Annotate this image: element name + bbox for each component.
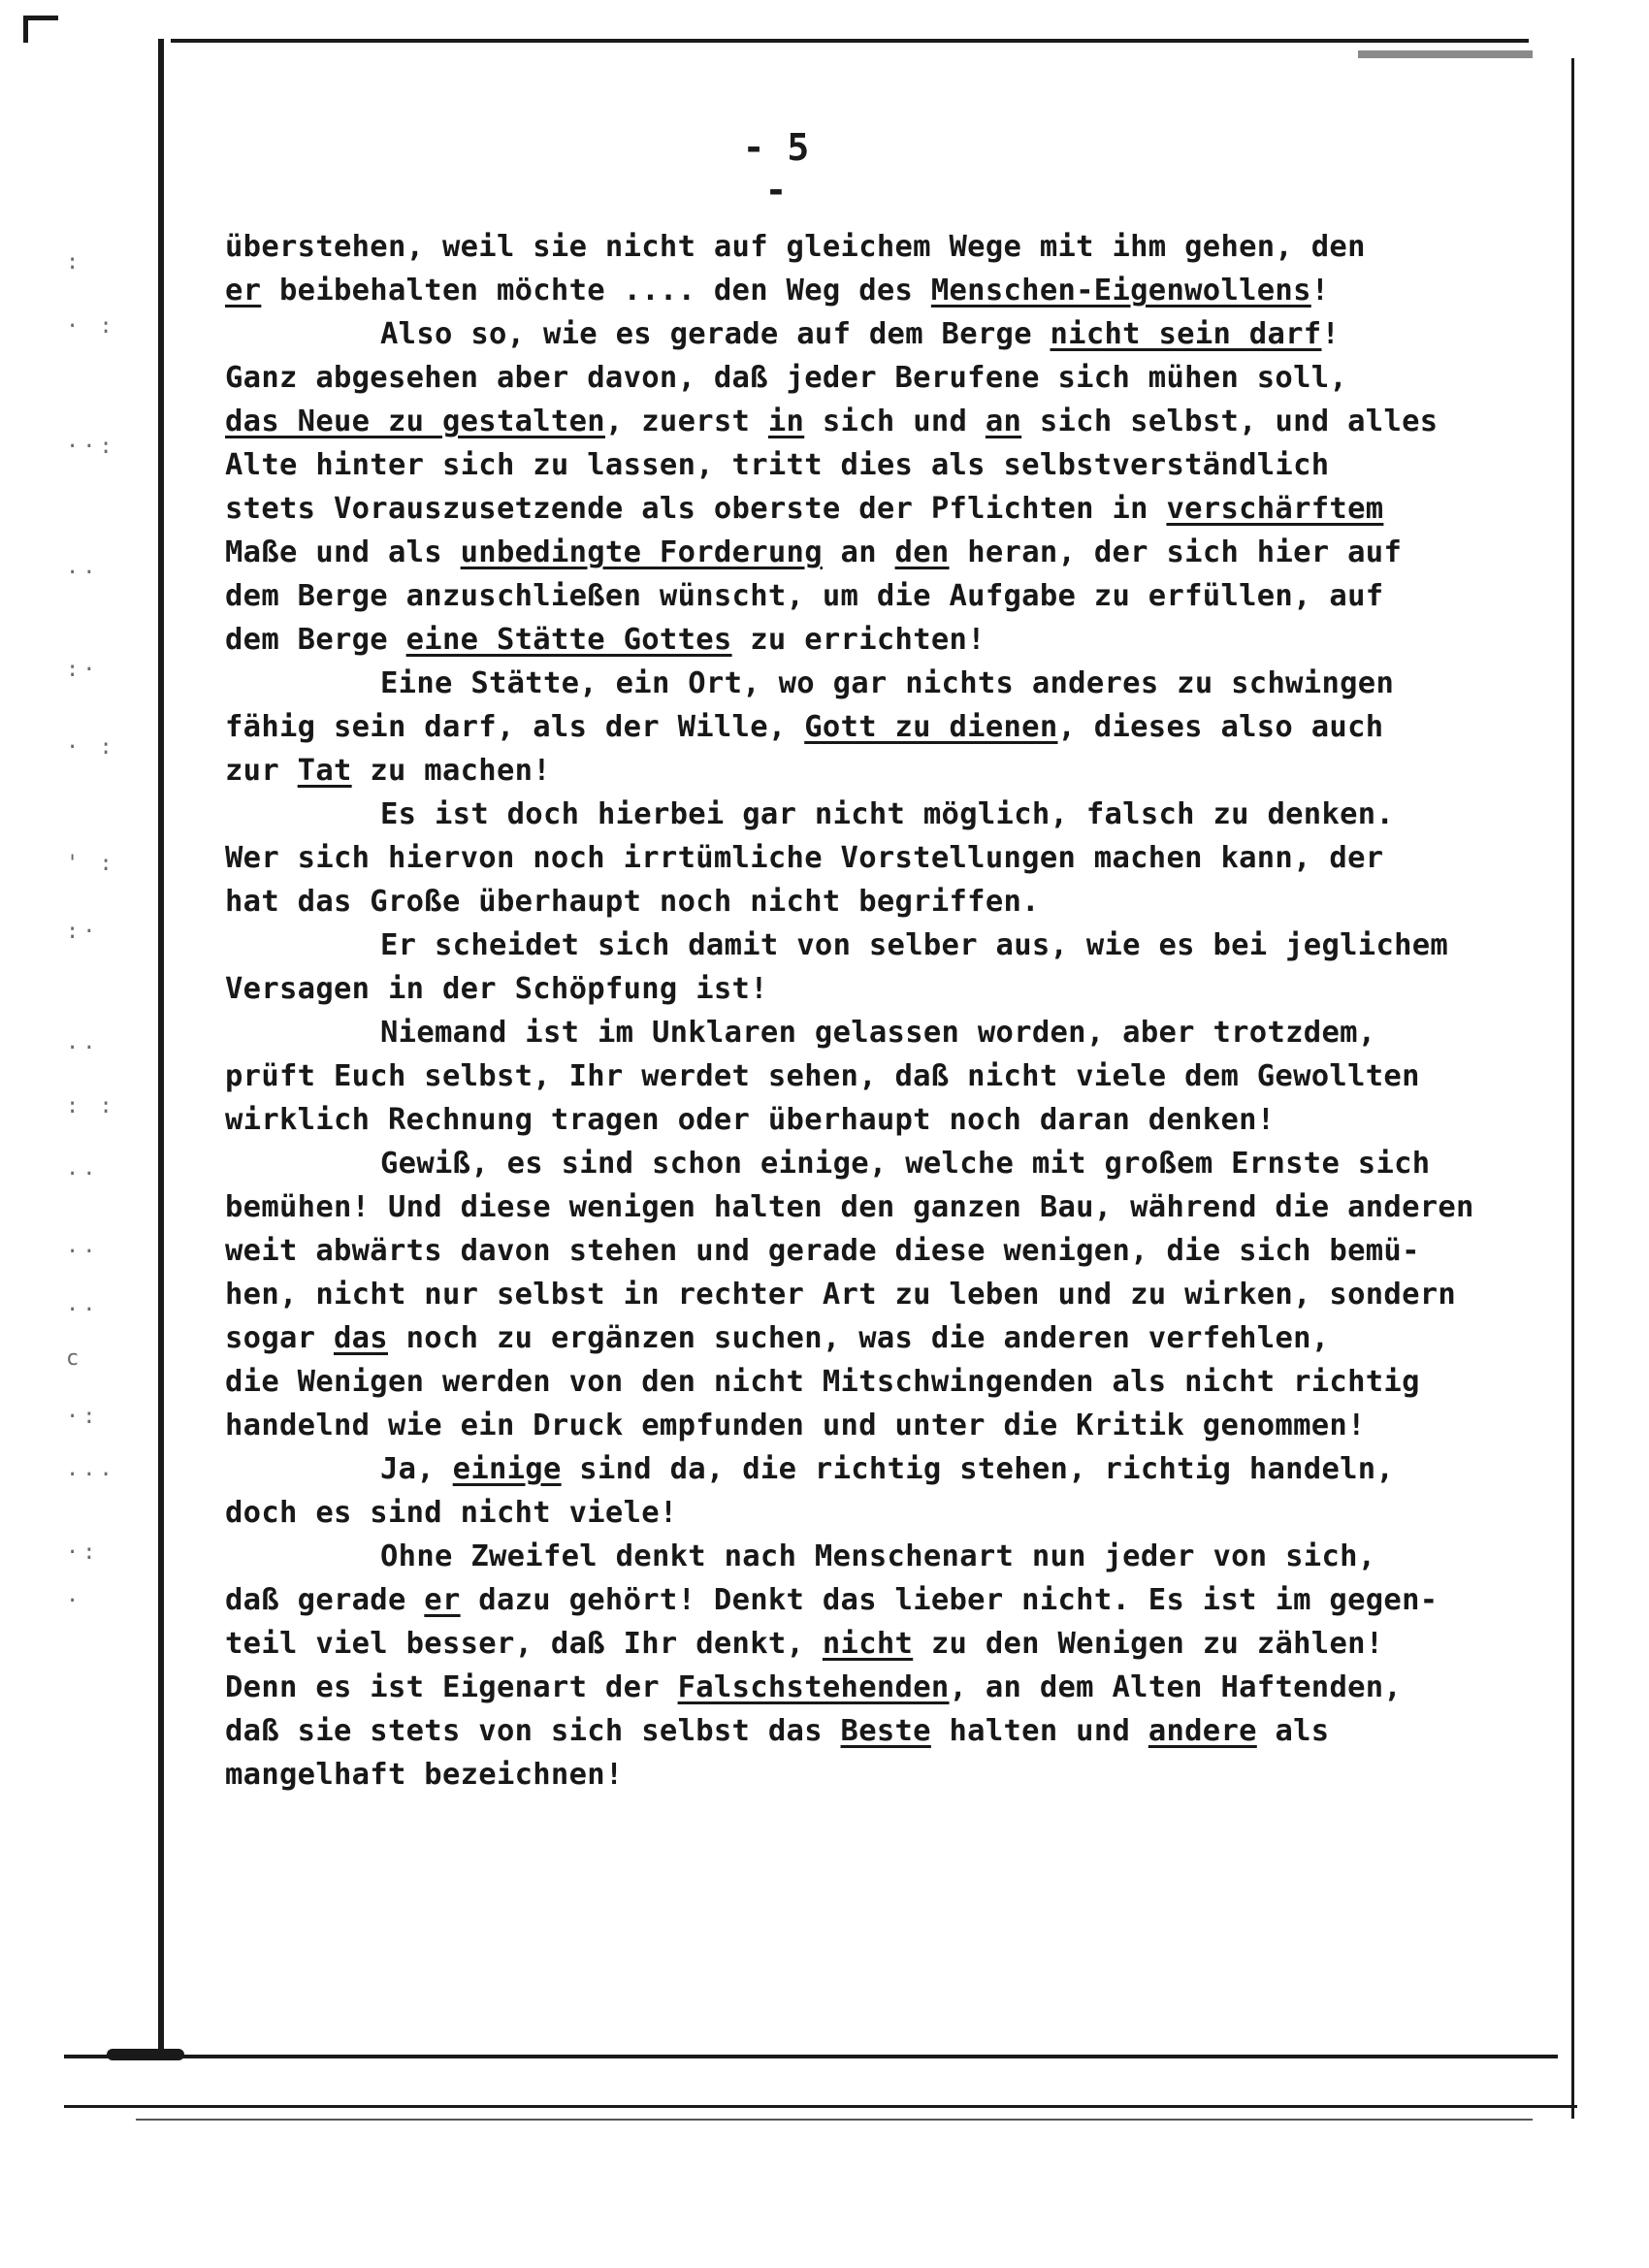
text-segment: wirklich Rechnung tragen oder überhaupt noch daran denken!: [225, 1103, 1276, 1137]
text-segment: Denn es ist Eigenart der: [225, 1670, 678, 1704]
text-segment: handelnd wie ein Druck empfunden und unter die Kritik genommen!: [225, 1409, 1366, 1442]
margin-mark: ··: [66, 1162, 100, 1186]
text-line: [225, 1142, 1525, 1185]
text-segment: Alte hinter sich zu lassen, tritt dies als selbstverständlich: [225, 448, 1330, 482]
text-segment: Versagen in der Schöpfung ist!: [225, 972, 768, 1006]
typed-text-body: [225, 225, 1525, 1797]
text-segment: Ohne Zweifel denkt nach Menschenart nun jeder von sich,: [380, 1539, 1376, 1573]
text-segment: Es ist doch hierbei gar nicht möglich, falsch zu denken.: [380, 797, 1395, 831]
margin-bleed-marks: [58, 252, 126, 1921]
underlined-emphasis: Tat: [297, 754, 352, 788]
underlined-emphasis: nicht sein darf: [1050, 317, 1322, 351]
margin-mark: :·: [66, 920, 100, 944]
text-segment: , zuerst: [604, 405, 768, 438]
underlined-emphasis: das Neue zu gestalten: [225, 405, 605, 438]
text-segment: zu machen!: [351, 754, 551, 788]
underlined-emphasis: er: [225, 274, 262, 308]
text-segment: !: [1321, 317, 1341, 351]
margin-mark: ··: [66, 1036, 100, 1060]
text-segment: zu errichten!: [731, 623, 986, 657]
text-segment: doch es sind nicht viele!: [225, 1496, 678, 1530]
text-segment: prüft Euch selbst, Ihr werdet sehen, daß nicht viele dem Gewollten: [225, 1059, 1420, 1093]
margin-mark: : :: [66, 1094, 116, 1118]
margin-mark: ·:: [66, 1540, 100, 1565]
text-segment: daß sie stets von sich selbst das: [225, 1714, 841, 1748]
scan-border-top: [171, 39, 1529, 43]
text-line: [225, 1185, 1525, 1229]
text-line: [225, 1098, 1525, 1142]
text-segment: , dieses also auch: [1057, 710, 1384, 744]
text-segment: hen, nicht nur selbst in rechter Art zu leben und zu wirken, sondern: [225, 1278, 1457, 1312]
text-line: [225, 443, 1525, 487]
underlined-emphasis: er: [424, 1583, 461, 1617]
text-line: [225, 356, 1525, 400]
text-line: [225, 269, 1525, 312]
text-line: [225, 531, 1525, 574]
text-segment: heran, der sich hier auf: [949, 535, 1403, 569]
underlined-emphasis: an: [985, 405, 1022, 438]
text-line: [225, 880, 1525, 923]
text-segment: Wer sich hiervon noch irrtümliche Vorstellungen machen kann, der: [225, 841, 1384, 875]
text-line: [225, 705, 1525, 749]
text-line: [225, 1491, 1525, 1535]
text-line: [225, 662, 1525, 705]
underlined-emphasis: Falschstehenden: [677, 1670, 950, 1704]
scan-border-bottom: [64, 2055, 1558, 2058]
text-line: [225, 1360, 1525, 1404]
text-segment: Maße und als: [225, 535, 461, 569]
underlined-emphasis: Gott zu dienen: [804, 710, 1058, 744]
text-line: [225, 793, 1525, 836]
margin-mark: ··: [66, 1240, 100, 1264]
text-line: [225, 400, 1525, 443]
scan-border-right: [1571, 58, 1574, 2119]
text-line: [225, 312, 1525, 356]
text-segment: Eine Stätte, ein Ort, wo gar nichts anderes zu schwingen: [380, 666, 1395, 700]
margin-mark: ' :: [66, 852, 116, 876]
underlined-emphasis: eine Stätte Gottes: [405, 623, 732, 657]
text-line: [225, 1753, 1525, 1797]
underlined-emphasis: den: [894, 535, 950, 569]
text-line: [225, 225, 1525, 269]
text-segment: weit abwärts davon stehen und gerade diese wenigen, die sich bemü-: [225, 1234, 1420, 1268]
text-segment: sich selbst, und alles: [1021, 405, 1439, 438]
text-segment: Also so, wie es gerade auf dem Berge: [380, 317, 1051, 351]
text-line: [225, 1578, 1525, 1622]
margin-mark: · :: [66, 314, 116, 339]
underlined-emphasis: einige: [452, 1452, 562, 1486]
text-segment: Ganz abgesehen aber davon, daß jeder Berufene sich mühen soll,: [225, 361, 1348, 395]
text-line: [225, 1054, 1525, 1098]
text-segment: fähig sein darf, als der Wille,: [225, 710, 805, 744]
text-segment: Ja,: [380, 1452, 453, 1486]
text-segment: noch zu ergänzen suchen, was die anderen verfehlen,: [387, 1321, 1330, 1355]
text-line: [225, 836, 1525, 880]
scan-border-corner-tick: [23, 16, 28, 43]
scan-border-bottom-second: [64, 2105, 1577, 2108]
margin-mark: ··:: [66, 435, 116, 459]
margin-mark: ·: [66, 1589, 83, 1613]
text-segment: !: [1310, 274, 1330, 308]
text-line: [225, 1622, 1525, 1666]
text-line: [225, 618, 1525, 662]
text-segment: bemühen! Und diese wenigen halten den ganzen Bau, während die anderen: [225, 1190, 1474, 1224]
text-segment: zu den Wenigen zu zählen!: [913, 1627, 1384, 1661]
margin-mark: ···: [66, 1463, 116, 1487]
text-line: [225, 1666, 1525, 1709]
underlined-emphasis: Menschen-Eigenwollens: [930, 274, 1311, 308]
text-segment: sind da, die richtig stehen, richtig handeln,: [561, 1452, 1395, 1486]
text-segment: zur: [225, 754, 298, 788]
underlined-emphasis: in: [767, 405, 805, 438]
text-segment: Niemand ist im Unklaren gelassen worden, aber trotzdem,: [380, 1016, 1376, 1050]
text-segment: halten und: [930, 1714, 1148, 1748]
margin-mark: ·:: [66, 1405, 100, 1429]
underlined-emphasis: unbedingte Forderung: [460, 535, 823, 569]
underlined-emphasis: nicht: [822, 1627, 914, 1661]
text-segment: teil viel besser, daß Ihr denkt,: [225, 1627, 823, 1661]
text-segment: als: [1256, 1714, 1330, 1748]
text-segment: Er scheidet sich damit von selber aus, wie es bei jeglichem: [380, 928, 1449, 962]
scan-border-corner: [23, 16, 58, 20]
text-segment: dem Berge: [225, 623, 406, 657]
underlined-emphasis: verschärftem: [1166, 492, 1384, 526]
scan-border-left: [158, 39, 164, 2058]
text-line: [225, 574, 1525, 618]
text-segment: Gewiß, es sind schon einige, welche mit großem Ernste sich: [380, 1147, 1431, 1181]
text-line: [225, 1404, 1525, 1447]
scan-border-smudge: [1358, 50, 1533, 58]
text-segment: , an dem Alten Haftenden,: [949, 1670, 1403, 1704]
text-line: [225, 1229, 1525, 1273]
text-segment: an: [822, 535, 895, 569]
text-segment: mangelhaft bezeichnen!: [225, 1758, 624, 1792]
text-segment: stets Vorauszusetzende als oberste der Pflichten in: [225, 492, 1167, 526]
text-segment: daß gerade: [225, 1583, 425, 1617]
text-line: [225, 1535, 1525, 1578]
text-line: [225, 1316, 1525, 1360]
text-line: [225, 1709, 1525, 1753]
underlined-emphasis: andere: [1148, 1714, 1257, 1748]
text-segment: hat das Große überhaupt noch nicht begriffen.: [225, 885, 1040, 919]
text-line: [225, 1273, 1525, 1316]
underlined-emphasis: das: [333, 1321, 388, 1355]
text-line: [225, 1011, 1525, 1054]
text-segment: sich und: [804, 405, 986, 438]
margin-mark: ··: [66, 561, 100, 585]
margin-mark: :·: [66, 658, 100, 682]
margin-mark: c: [66, 1346, 83, 1371]
text-line: [225, 749, 1525, 793]
margin-mark: · :: [66, 735, 116, 760]
text-segment: dazu gehört! Denkt das lieber nicht. Es ist im gegen-: [460, 1583, 1439, 1617]
text-segment: überstehen, weil sie nicht auf gleichem Wege mit ihm gehen, den: [225, 230, 1366, 264]
text-segment: sogar: [225, 1321, 334, 1355]
scan-border-bottom-third: [136, 2119, 1533, 2121]
text-segment: die Wenigen werden von den nicht Mitschwingenden als nicht richtig: [225, 1365, 1420, 1399]
page-number: - 5 -: [742, 126, 810, 211]
text-segment: dem Berge anzuschließen wünscht, um die Aufgabe zu erfüllen, auf: [225, 579, 1384, 613]
text-segment: beibehalten möchte .... den Weg des: [261, 274, 931, 308]
margin-mark: :: [66, 250, 83, 275]
underlined-emphasis: Beste: [840, 1714, 931, 1748]
text-line: [225, 1447, 1525, 1491]
text-line: [225, 967, 1525, 1011]
text-line: [225, 923, 1525, 967]
text-line: [225, 487, 1525, 531]
margin-mark: ··: [66, 1298, 100, 1322]
